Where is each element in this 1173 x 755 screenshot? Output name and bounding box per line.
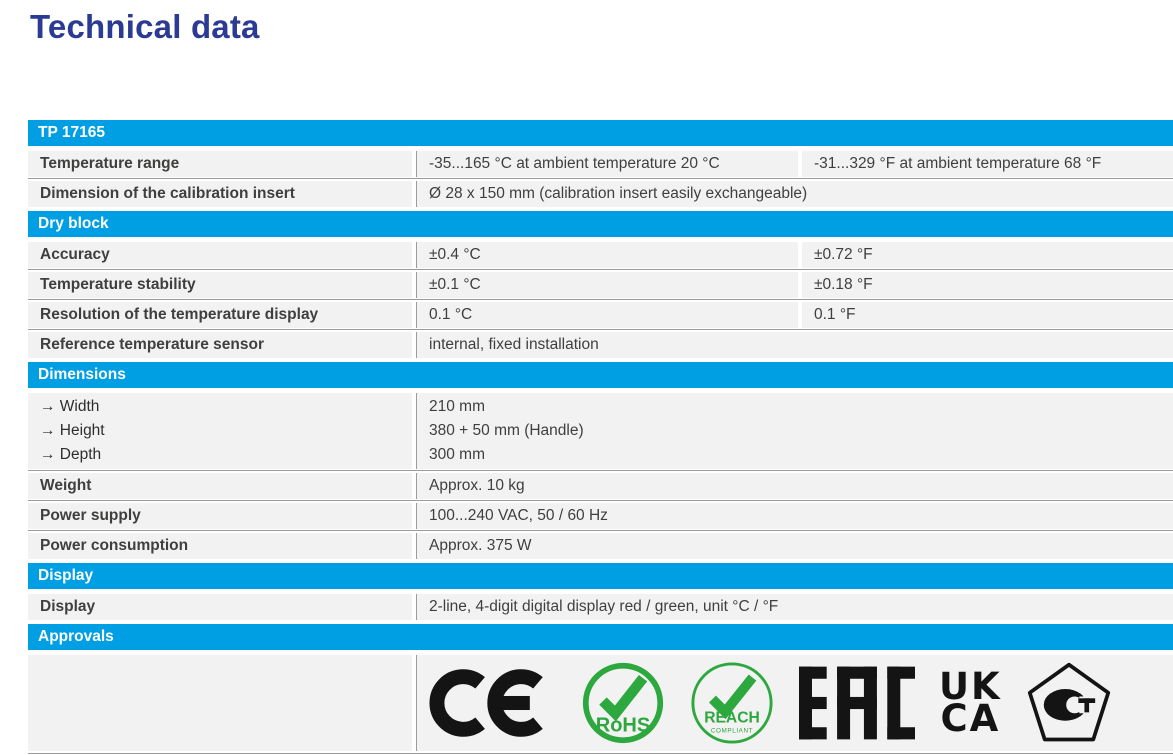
row-value: Approx. 375 W [416, 533, 1173, 559]
row-label [28, 393, 412, 469]
table-row-temperature-range [28, 149, 1173, 178]
table-row-resolution [28, 299, 1173, 329]
row-value: Approx. 10 kg [416, 473, 1173, 499]
rohs-mark-icon [581, 661, 665, 745]
row-value-celsius: ±0.1 °C [416, 272, 798, 298]
dimension-value-depth: 300 mm [429, 445, 485, 463]
row-label: Weight [28, 473, 412, 499]
ukca-mark-icon [939, 664, 1002, 740]
row-label: Dimension of the calibration insert [28, 181, 412, 207]
dimension-label-width: → Width [40, 397, 100, 415]
row-value: Ø 28 x 150 mm (calibration insert easily exchangeable) [416, 181, 1173, 207]
table-row-dimensions [28, 391, 1173, 470]
ukca-line-ca: CA [940, 696, 1001, 740]
row-label: Resolution of the temperature display [28, 302, 412, 328]
table-bottom-rule [28, 753, 1173, 754]
row-value: 100...240 VAC, 50 / 60 Hz [416, 503, 1173, 529]
table-row-weight [28, 470, 1173, 500]
row-label: Temperature range [28, 151, 412, 177]
row-value-fahrenheit: -31...329 °F at ambient temperature 68 °F [802, 151, 1173, 177]
gost-ct-mark-icon [1026, 660, 1112, 746]
table-row-reference-sensor [28, 329, 1173, 359]
row-value-celsius: ±0.4 °C [416, 242, 798, 268]
table-row-display [28, 592, 1173, 621]
row-label-empty [28, 655, 412, 751]
row-value [416, 393, 1173, 469]
reach-mark-icon [689, 660, 775, 746]
table-row-power-supply [28, 500, 1173, 530]
row-label: Power supply [28, 503, 412, 529]
table-row-calibration-insert [28, 178, 1173, 208]
table-row-power-consumption [28, 530, 1173, 560]
section-band-display: Display [28, 563, 1173, 589]
table-row-accuracy [28, 240, 1173, 269]
row-label: Power consumption [28, 533, 412, 559]
table-row-temperature-stability [28, 269, 1173, 299]
ce-mark-icon [429, 665, 557, 741]
dimension-value-width: 210 mm [429, 397, 485, 415]
dimension-value-height: 380 + 50 mm (Handle) [429, 421, 584, 439]
section-band-dry-block: Dry block [28, 211, 1173, 237]
reach-label: REACH [704, 709, 760, 727]
table-row-approvals [28, 653, 1173, 752]
row-value-fahrenheit: 0.1 °F [802, 302, 1173, 328]
row-label: Reference temperature sensor [28, 332, 412, 358]
dimension-label-depth: → Depth [40, 445, 102, 463]
row-value-celsius: 0.1 °C [416, 302, 798, 328]
row-value-celsius: -35...165 °C at ambient temperature 20 °C [416, 151, 798, 177]
row-value-fahrenheit: ±0.18 °F [802, 272, 1173, 298]
technical-data-table [28, 120, 1173, 754]
approvals-icons-cell [416, 655, 1173, 751]
ukca-line-uk: UK [939, 664, 1002, 708]
row-value-fahrenheit: ±0.72 °F [802, 242, 1173, 268]
row-value: internal, fixed installation [416, 332, 1173, 358]
section-band-dimensions: Dimensions [28, 362, 1173, 388]
row-label: Temperature stability [28, 272, 412, 298]
page-title: Technical data [30, 8, 260, 45]
section-band-model: TP 17165 [28, 120, 1173, 146]
reach-sub-label: COMPLIANT [710, 726, 754, 734]
section-band-approvals: Approvals [28, 624, 1173, 650]
row-label: Accuracy [28, 242, 412, 268]
row-label: Display [28, 594, 412, 620]
dimension-label-height: → Height [40, 421, 105, 439]
eac-mark-icon [799, 665, 915, 741]
rohs-label: RoHS [595, 714, 651, 737]
row-value: 2-line, 4-digit digital display red / green, unit °C / °F [416, 594, 1173, 620]
